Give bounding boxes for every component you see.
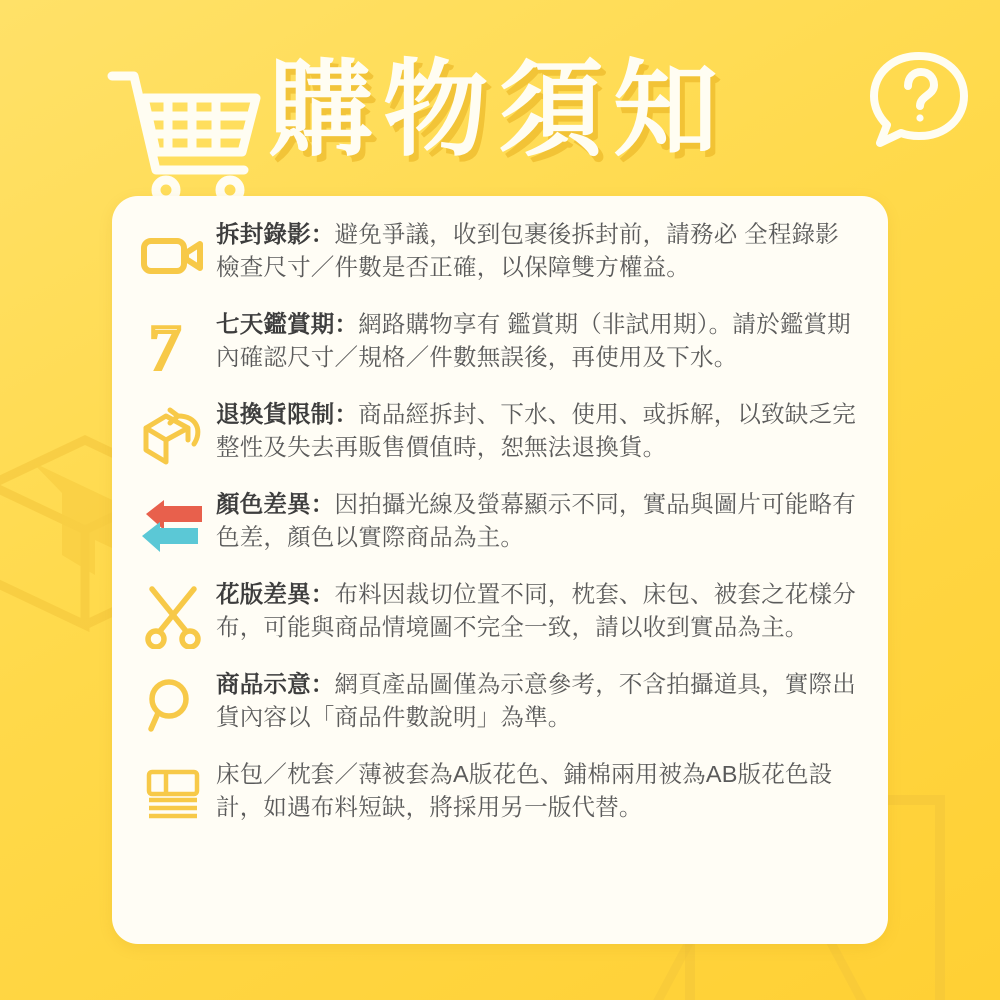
notice-item-pattern-difference xyxy=(112,574,888,654)
notice-lead: 退換貨限制： xyxy=(216,401,359,427)
shopping-cart-icon xyxy=(104,64,264,204)
notice-text xyxy=(216,304,860,375)
notice-lead: 花版差異： xyxy=(216,581,335,607)
question-mark-bubble-icon xyxy=(864,46,974,156)
scissors-icon xyxy=(130,574,216,654)
notice-card xyxy=(112,196,888,944)
notice-text xyxy=(216,574,860,645)
seven-days-icon xyxy=(130,304,216,384)
notice-body: 商品經拆封、下水、使用、或拆解，以致缺乏完整性及失去再販售價值時，恕無法退換貨。 xyxy=(216,401,856,461)
video-camera-icon xyxy=(130,214,216,294)
notice-lead: 拆封錄影： xyxy=(216,221,335,247)
notice-lead: 七天鑑賞期： xyxy=(216,311,359,337)
notice-body: 因拍攝光線及螢幕顯示不同，實品與圖片可能略有色差，顏色以實際商品為主。 xyxy=(216,491,856,551)
notice-body: 床包／枕套／薄被套為A版花色、鋪棉兩用被為AB版花色設計，如遇布料短缺，將採用另一版代替。 xyxy=(216,761,833,821)
notice-item-return-limit xyxy=(112,394,888,474)
notice-body: 網路購物享有 鑑賞期（非試用期）。請於鑑賞期內確認尺寸／規格／件數無誤後，再使用及下水。 xyxy=(216,311,851,371)
svg-text:7: 7 xyxy=(149,313,181,379)
notice-body: 布料因裁切位置不同，枕套、床包、被套之花樣分布，可能與商品情境圖不完全一致，請以收到實品為主。 xyxy=(216,581,856,641)
notice-item-fabric-version xyxy=(112,754,888,834)
notice-lead: 顏色差異： xyxy=(216,491,335,517)
notice-item-unboxing-video xyxy=(112,214,888,294)
notice-text xyxy=(216,664,860,735)
return-box-icon xyxy=(130,394,216,474)
notice-item-product-illustration xyxy=(112,664,888,744)
color-arrows-icon xyxy=(130,484,216,564)
folded-bedding-icon xyxy=(130,754,216,834)
magnifier-icon xyxy=(130,664,216,744)
notice-text xyxy=(216,754,860,825)
notice-item-seven-day xyxy=(112,304,888,384)
notice-lead: 商品示意： xyxy=(216,671,335,697)
notice-text xyxy=(216,484,860,555)
notice-text xyxy=(216,214,860,285)
notice-body: 網頁產品圖僅為示意參考，不含拍攝道具，實際出貨內容以「商品件數說明」為準。 xyxy=(216,671,856,731)
notice-body: 避免爭議，收到包裹後拆封前，請務必 全程錄影 檢查尺寸／件數是否正確，以保障雙方權益。 xyxy=(216,221,839,281)
notice-text xyxy=(216,394,860,465)
poster-header xyxy=(0,22,1000,192)
notice-item-color-difference xyxy=(112,484,888,564)
page-title: 購物須知 xyxy=(268,52,729,169)
